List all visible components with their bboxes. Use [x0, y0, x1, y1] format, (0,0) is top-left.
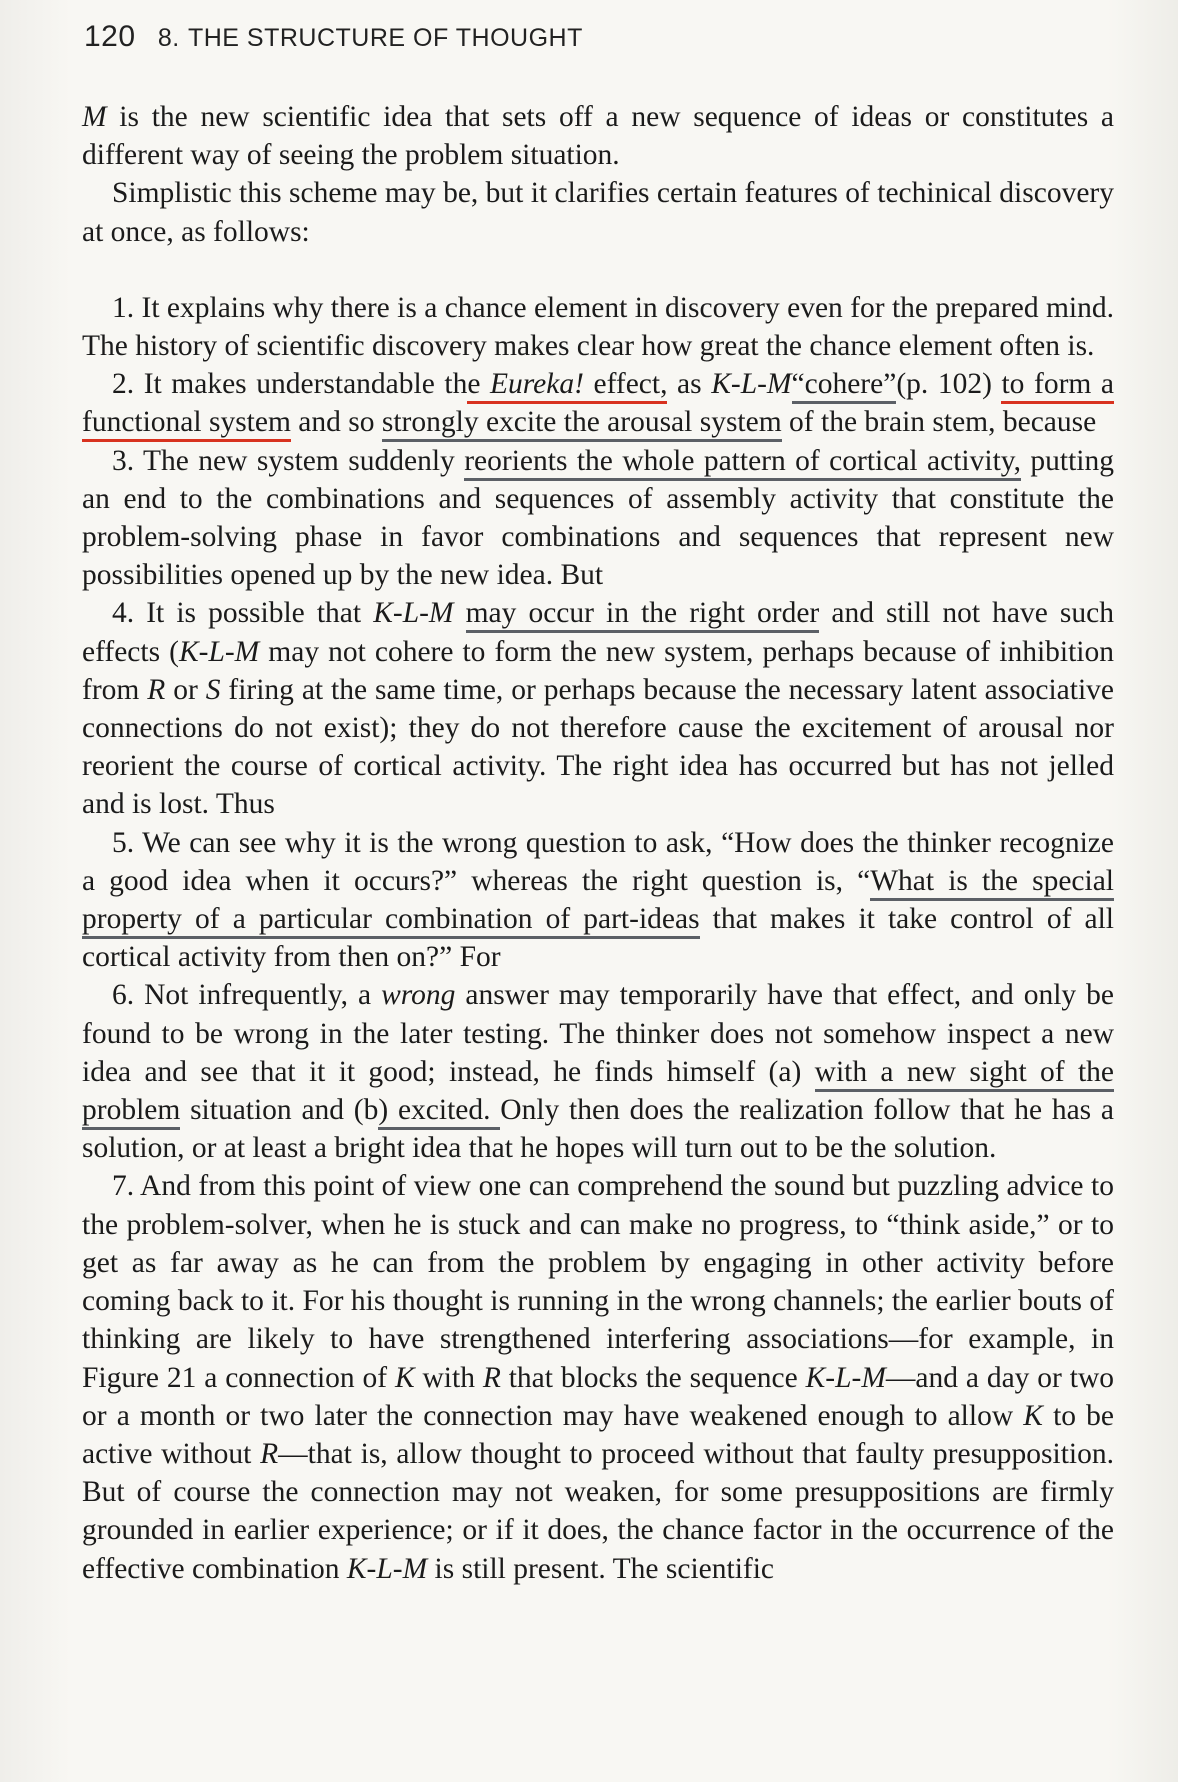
chapter-number: 8. [157, 24, 180, 52]
page-body [82, 98, 1114, 1588]
highlight-gray: “cohere” [792, 368, 897, 404]
list-item-1: 1. It explains why there is a chance element in discovery even for the prepared mind. The history of scientific discovery makes clear how great the chance element often is. [82, 291, 1114, 363]
highlight-red: to form a functional system [82, 368, 1114, 442]
list-item-2: 2. It makes understandable the Eureka! effect, as K-L-M“cohere”(p. 102) to form a functional system and so strongly excite the arousal system of the brain stem, because [82, 365, 1114, 441]
paragraph-intro: M is the new scientific idea that sets off a new sequence of ideas or constitutes a different way of seeing the problem situation. [82, 101, 1114, 172]
highlight-red: e Eureka! effect, [467, 368, 667, 404]
list-item-7: 7. And from this point of view one can comprehend the sound but puzzling advice to the problem-solver, when he is stuck and can make no progress, to “think aside,” or to get as far away as he can from the problem by engaging in other activity before coming back to it. For his thought is running in the wrong channels; the earlier bouts of thinking are likely to have strengthened interfering associations—for example, in Figure 21 a connection of K with R that blocks the sequence K-L-M—and a day or two or a month or two later the connection may have weakened enough to allow K to be active without R—that is, allow thought to proceed without that faulty presupposition. But of course the connection may not weaken, for some presuppositions are firmly grounded in earlier experience; or if it does, the chance factor in the occurrence of the effective combination K-L-M is still present. The scientific [82, 1170, 1114, 1585]
list-item-4: 4. It is possible that K-L-M may occur in the right order and still not have such effects (K-L-M may not cohere to form the new system, perhaps because of inhibition from R or S firing at the same time, or perhaps because the necessary latent associative connections do not exist); they do not therefore cause the excitement of arousal nor reorient the course of cortical activity. The right idea has occurred but has not jelled and is lost. Thus [82, 597, 1115, 821]
highlight-gray: ) excited. [378, 1094, 500, 1130]
page-number: 120 [84, 20, 136, 53]
italic-term: M [82, 101, 107, 133]
highlight-gray: with a new sight of the problem [82, 1056, 1114, 1130]
highlight-gray: What is the special property of a particular combination of part-ideas [82, 865, 1114, 939]
chapter-title: THE STRUCTURE OF THOUGHT [187, 24, 583, 52]
highlight-gray: may occur in the right order [466, 597, 820, 633]
running-header [84, 20, 583, 54]
list-item-5: 5. We can see why it is the wrong question to ask, “How does the thinker recognize a good idea when it occurs?” whereas the right question is, “What is the special property of a particular combination of part-ideas that makes it take control of all cortical activity from then on?” For [82, 826, 1114, 974]
list-item-3: 3. The new system suddenly reorients the whole pattern of cortical activity, putting an end to the combinations and sequences of assembly activity that constitute the problem-solving phase in favor combinations and sequences that represent new possibilities opened up by the new idea. But [82, 444, 1114, 592]
highlight-gray: reorients the whole pattern of cortical activity, [464, 445, 1021, 481]
highlight-gray: strongly excite the arousal system [382, 406, 782, 442]
paragraph-scheme: Simplistic this scheme may be, but it clarifies certain features of techinical discovery at once, as follows: [82, 177, 1114, 248]
list-item-6: 6. Not infrequently, a wrong answer may temporarily have that effect, and only be found to be wrong in the later testing. The thinker does not somehow inspect a new idea and see that it it good; instead, he finds himself (a) with a new sight of the problem situation and (b) excited. Only then does the realization follow that he has a solution, or at least a bright idea that he hopes will turn out to be the solution. [82, 979, 1114, 1165]
